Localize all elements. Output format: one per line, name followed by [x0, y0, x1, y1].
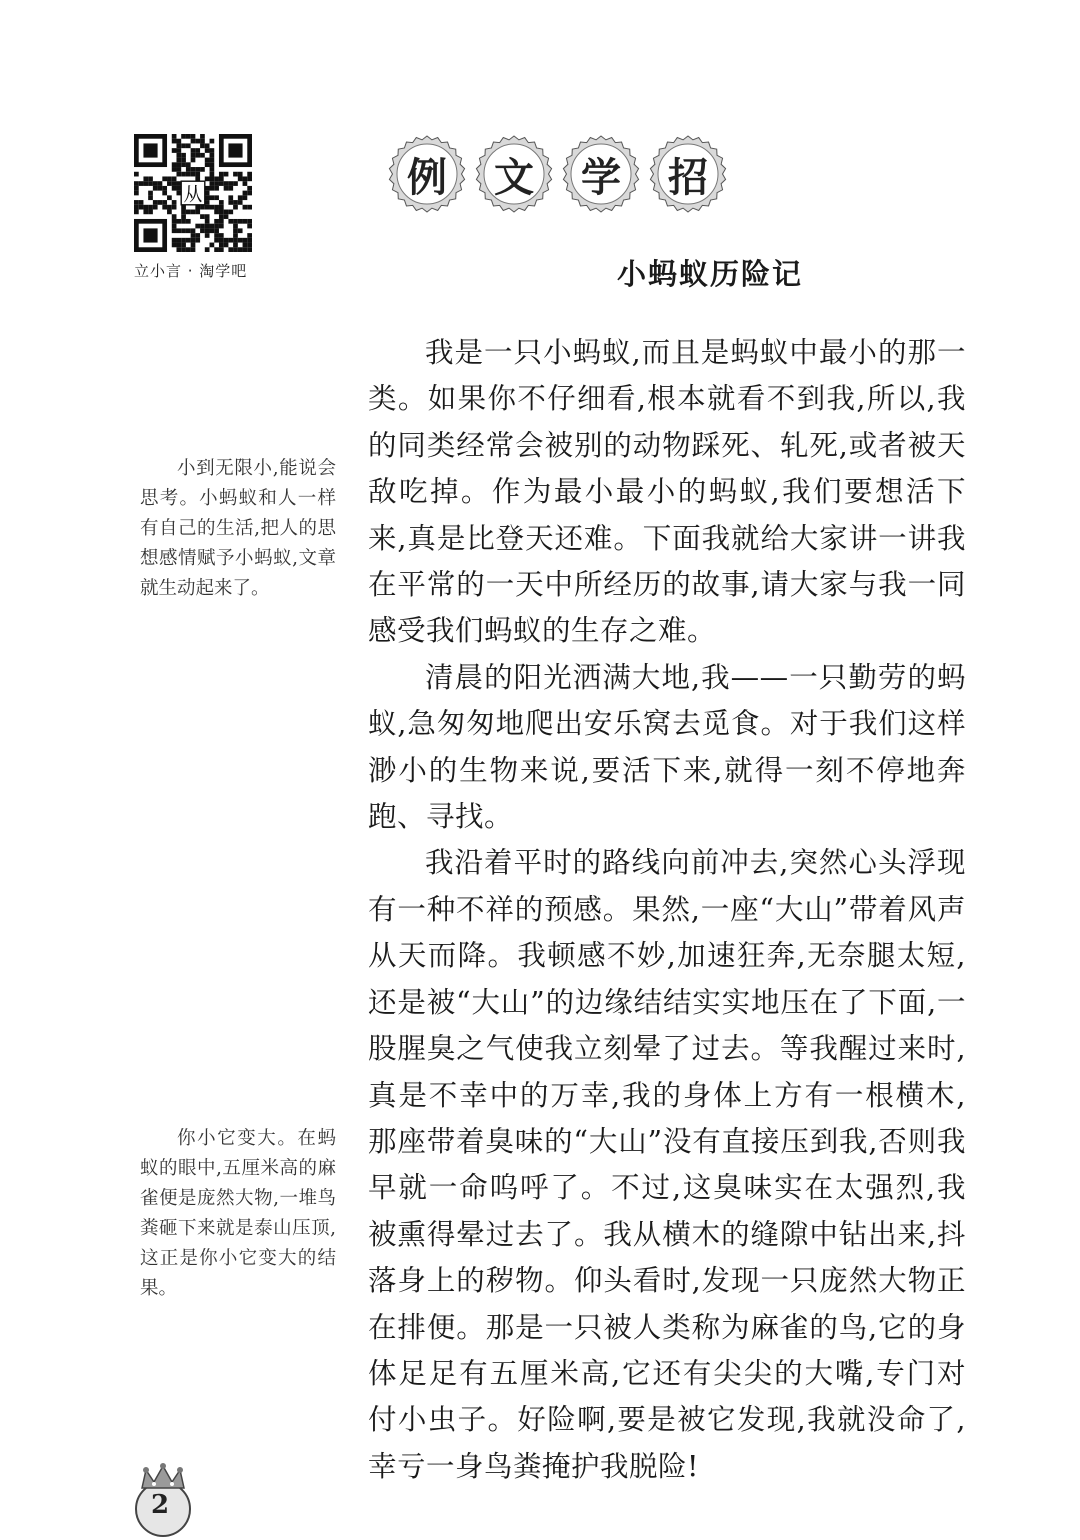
article-paragraph: 我是一只小蚂蚁,而且是蚂蚁中最小的那一类。如果你不仔细看,根本就看不到我,所以,我的同类经常会被别的动物踩死、轧死,或者被天敌吃掉。作为最小最小的蚂蚁,我们要想活下来,真是比登天还难。下面我就给大家讲一讲我在平常的一天中所经历的故事,请大家与我一同感受我们蚂蚁的生存之难。 [368, 336, 966, 648]
banner-badge [475, 135, 553, 213]
qr-caption: 立小言 · 淘学吧 [134, 262, 248, 280]
banner-char: 例 [407, 154, 447, 201]
qr-center-label: 从 [183, 183, 203, 206]
article-paragraph: 我沿着平时的路线向前冲去,突然心头浮现有一种不祥的预感。果然,一座“大山”带着风声从天而降。我顿感不妙,加速狂奔,无奈腿太短,还是被“大山”的边缘结结实实地压在了下面,一股腥臭之气使我立刻晕了过去。等我醒过来时,真是不幸中的万幸,我的身体上方有一根横木,那座带着臭味的“大山”没有直接压到我,否则我早就一命呜呼了。不过,这臭味实在太强烈,我被熏得晕过去了。我从横木的缝隙中钻出来,抖落身上的秽物。仰头看时,发现一只庞然大物正在排便。那是一只被人类称为麻雀的鸟,它的身体足足有五厘米高,它还有尖尖的大嘴,专门对付小虫子。好险啊,要是被它发现,我就没命了,幸亏一身鸟粪掩护我脱险! [368, 846, 966, 1483]
banner-char: 文 [494, 154, 534, 201]
article-title: 小蚂蚁历险记 [616, 257, 803, 291]
banner-char: 招 [668, 154, 708, 201]
qr-code [134, 134, 252, 252]
banner-char: 学 [581, 154, 621, 201]
banner-badge [562, 135, 640, 213]
margin-note-text: 你小它变大。在蚂蚁的眼中,五厘米高的麻雀便是庞然大物,一堆鸟粪砸下来就是泰山压顶,这正是你小它变大的结果。 [140, 1128, 336, 1299]
banner-badge [649, 135, 727, 213]
article-paragraph: 清晨的阳光洒满大地,我——一只勤劳的蚂蚁,急匆匆地爬出安乐窝去觅食。对于我们这样渺小的生物来说,要活下来,就得一刻不停地奔跑、寻找。 [368, 660, 966, 834]
section-banner [388, 135, 728, 213]
margin-note [140, 1124, 336, 1304]
banner-badge [388, 135, 466, 213]
margin-note [140, 454, 336, 604]
margin-note-text: 小到无限小,能说会思考。小蚂蚁和人一样有自己的生活,把人的思想感情赋予小蚂蚁,文章就生动起来了。 [140, 458, 336, 599]
article-body [368, 330, 966, 1490]
page-number: 2 [150, 1490, 170, 1520]
